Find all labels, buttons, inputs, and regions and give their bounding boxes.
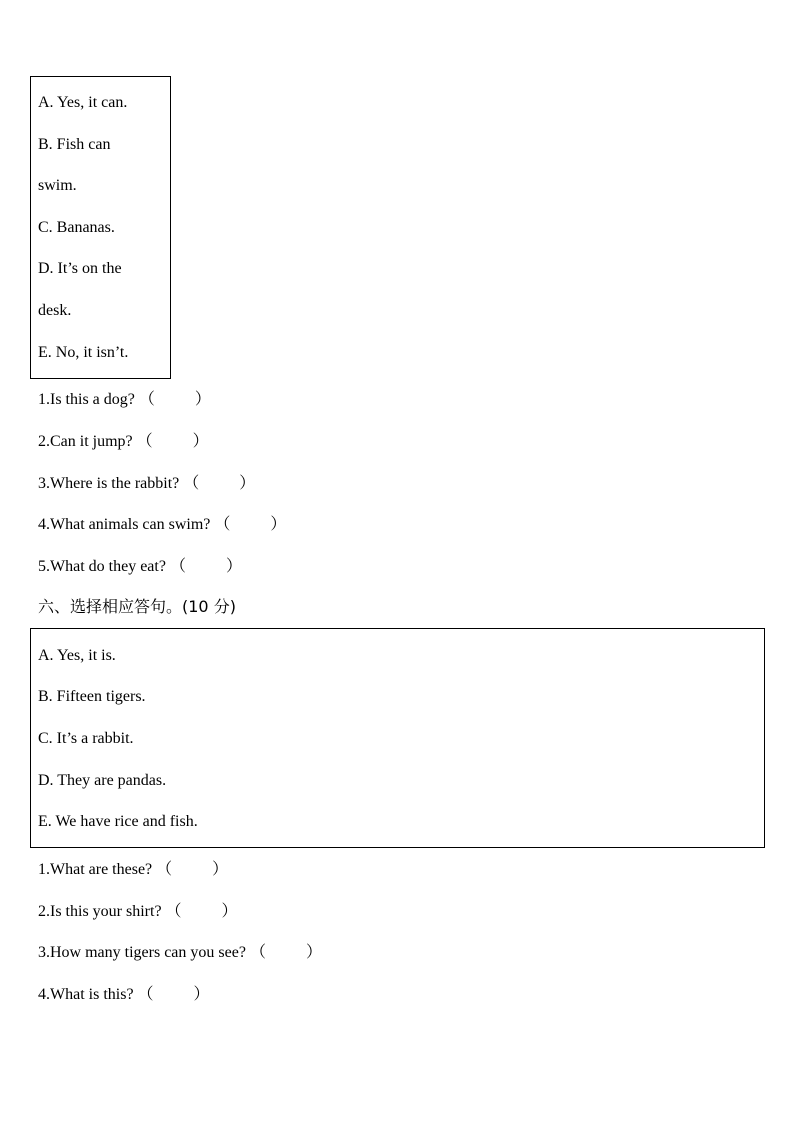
question-2 [38, 902, 238, 922]
question-3 [38, 943, 322, 963]
question-text: 5.What do they eat? [38, 558, 166, 575]
option-b: B. Fish can [38, 136, 111, 153]
question-text: 4.What is this? [38, 986, 134, 1003]
question-text: 2.Is this your shirt? [38, 903, 162, 920]
question-1 [38, 860, 228, 880]
answer-blank[interactable]: （ ） [165, 903, 238, 920]
option-e: E. We have rice and fish. [38, 813, 198, 830]
answer-blank[interactable]: （ ） [138, 391, 211, 408]
question-3 [38, 474, 255, 494]
answer-blank[interactable]: （ ） [136, 433, 209, 450]
question-2 [38, 432, 209, 452]
option-d: D. It’s on the [38, 260, 122, 277]
option-a: A. Yes, it is. [38, 647, 116, 664]
question-text: 1.Is this a dog? [38, 391, 135, 408]
question-4 [38, 985, 210, 1005]
question-4 [38, 515, 286, 535]
option-b-cont: swim. [38, 177, 77, 194]
option-d: D. They are pandas. [38, 772, 167, 789]
answer-blank[interactable]: （ ） [214, 516, 287, 533]
question-text: 3.Where is the rabbit? [38, 475, 180, 492]
option-d-cont: desk. [38, 302, 72, 319]
option-b: B. Fifteen tigers. [38, 688, 146, 705]
question-text: 4.What animals can swim? [38, 516, 211, 533]
option-a: A. Yes, it can. [38, 94, 128, 111]
option-c: C. Bananas. [38, 219, 115, 236]
question-text: 2.Can it jump? [38, 433, 133, 450]
question-text: 1.What are these? [38, 861, 153, 878]
question-1 [38, 390, 211, 410]
option-c: C. It’s a rabbit. [38, 730, 134, 747]
option-e: E. No, it isn’t. [38, 344, 129, 361]
answer-blank[interactable]: （ ） [249, 944, 322, 961]
answer-blank[interactable]: （ ） [169, 558, 242, 575]
question-text: 3.How many tigers can you see? [38, 944, 246, 961]
section-heading: 六、选择相应答句。(10 分) [38, 597, 236, 616]
answer-blank[interactable]: （ ） [183, 475, 256, 492]
question-5 [38, 557, 242, 577]
answer-blank[interactable]: （ ） [137, 986, 210, 1003]
answer-blank[interactable]: （ ） [156, 861, 229, 878]
